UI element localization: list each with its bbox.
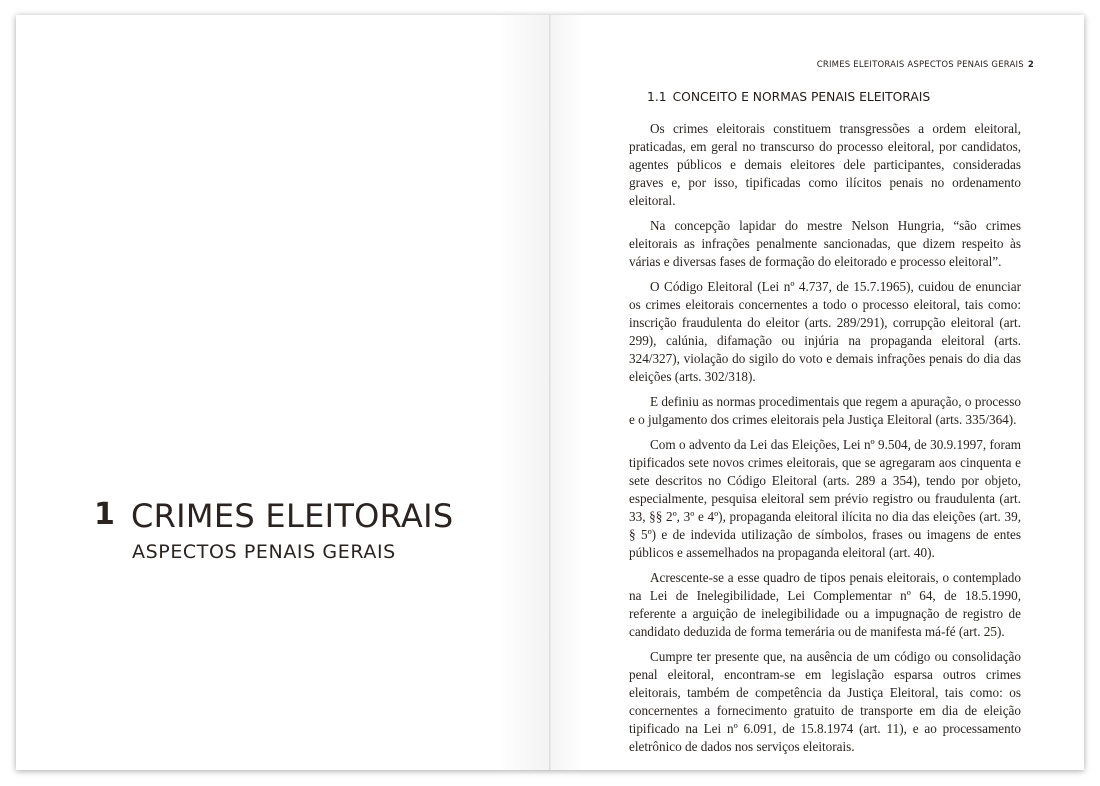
chapter-number: 1: [94, 497, 115, 532]
body-text: [629, 120, 1021, 763]
running-head-title: CRIMES ELEITORAIS ASPECTOS PENAIS GERAIS: [816, 60, 1024, 70]
chapter-title: CRIMES ELEITORAIS: [131, 497, 454, 535]
paragraph: Os crimes eleitorais constituem transgressões a ordem eleitoral, praticadas, em geral no transcurso do processo eleitoral, por candidatos, agentes públicos e demais eleitores dele participantes, consideradas graves e, por isso, tipificadas como ilícitos penais no ordenamento eleitoral.: [629, 121, 1021, 208]
paragraph: Com o advento da Lei das Eleições, Lei nº 9.504, de 30.9.1997, foram tipificados sete novos crimes eleitorais, que se agregaram aos cinquenta e sete descritos no Código Eleitoral (arts. 289 a 354), tendo por objeto, especialmente, pesquisa eleitoral sem prévio registro ou fraudulenta (art. 33, §§ 2º, 3º e 4º), propaganda eleitoral ilícita no dia das eleições (art. 39, § 5º) e de indevida utilização de símbolos, frases ou imagens de entes públicos e assemelhados na propaganda eleitoral (art. 40).: [629, 437, 1021, 560]
book-spread: [16, 15, 1084, 770]
paragraph: Na concepção lapidar do mestre Nelson Hungria, “são crimes eleitorais as infrações penalmente sancionadas, que dizem respeito às várias e diversas fases de formação do eleitorado e processo eleitoral”.: [629, 218, 1021, 269]
paragraph: E definiu as normas procedimentais que regem a apuração, o processo e o julgamento dos crimes eleitorais pela Justiça Eleitoral (arts. 335/364).: [629, 394, 1021, 427]
paragraph: Acrescente-se a esse quadro de tipos penais eleitorais, o contemplado na Lei de Inelegibilidade, Lei Complementar nº 64, de 18.5.1990, referente a arguição de inelegibilidade ou a impugnação de registro de candidato deduzida de forma temerária ou de manifesta má-fé (art. 25).: [629, 570, 1021, 639]
section-number: 1.1: [647, 90, 667, 104]
left-page: [16, 15, 549, 770]
section-heading: [647, 90, 930, 104]
paragraph: Cumpre ter presente que, na ausência de um código ou consolidação penal eleitoral, encontram-se em legislação esparsa outros crimes eleitorais, também de competência da Justiça Eleitoral, tais como: os concernentes a fornecimento gratuito de transporte em dia de eleição tipificado na Lei nº 6.091, de 15.8.1974 (art. 11), e ao processamento eletrônico de dados nos serviços eleitorais.: [629, 649, 1021, 754]
running-head: [817, 60, 1034, 70]
page-number: 2: [1027, 60, 1034, 70]
right-page: [551, 15, 1084, 770]
paragraph: O Código Eleitoral (Lei nº 4.737, de 15.7.1965), cuidou de enunciar os crimes eleitorais concernentes a todo o processo eleitoral, tais como: inscrição fraudulenta do eleitor (arts. 289/291), corrupção eleitoral (art. 299), calúnia, difamação ou injúria na propaganda eleitoral (arts. 324/327), violação do sigilo do voto e demais infrações penais do dia das eleições (arts. 302/318).: [629, 279, 1021, 384]
chapter-subtitle: ASPECTOS PENAIS GERAIS: [132, 541, 396, 563]
section-title: CONCEITO E NORMAS PENAIS ELEITORAIS: [672, 90, 931, 104]
